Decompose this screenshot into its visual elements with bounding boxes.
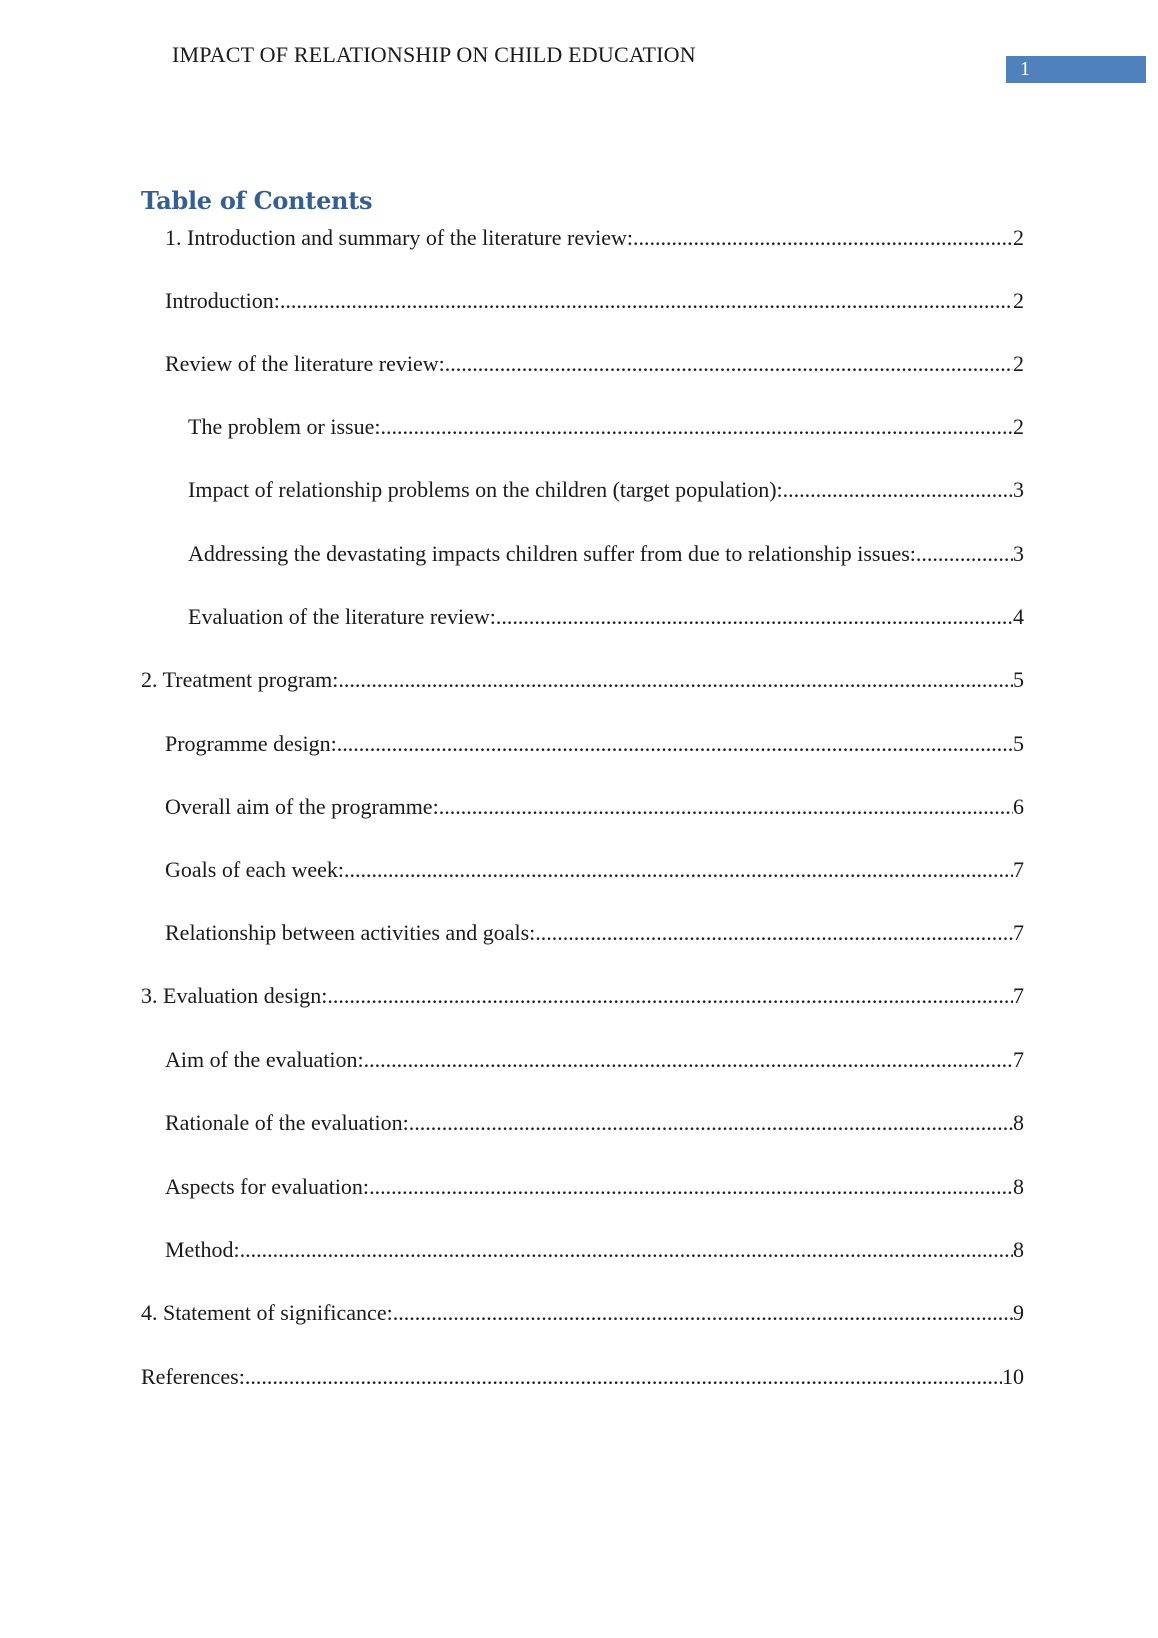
toc-entry-page: 5 bbox=[1013, 731, 1024, 756]
toc-dot-leader bbox=[380, 412, 1013, 442]
toc-entry-activities-and-goals[interactable] bbox=[165, 918, 1024, 948]
page-number-badge: 1 bbox=[1006, 56, 1146, 83]
toc-entry-review-of-literature[interactable] bbox=[165, 349, 1024, 379]
toc-entry-evaluation-of-literature[interactable] bbox=[188, 602, 1024, 632]
toc-dot-leader bbox=[338, 665, 1013, 695]
toc-dot-leader bbox=[496, 602, 1013, 632]
toc-dot-leader bbox=[240, 1235, 1013, 1265]
toc-dot-leader bbox=[633, 223, 1013, 253]
toc-dot-leader bbox=[916, 539, 1013, 569]
toc-entry-title: Rationale of the evaluation: bbox=[165, 1110, 409, 1135]
toc-entry-page: 2 bbox=[1013, 351, 1024, 376]
toc-entry-title: Introduction: bbox=[165, 288, 280, 313]
toc-entry-title: Aim of the evaluation: bbox=[165, 1047, 364, 1072]
toc-dot-leader bbox=[439, 792, 1013, 822]
toc-entry-goals-of-each-week[interactable] bbox=[165, 855, 1024, 885]
toc-entry-title: 2. Treatment program: bbox=[141, 667, 339, 692]
toc-dot-leader bbox=[245, 1362, 1002, 1392]
toc-entry-page: 5 bbox=[1013, 667, 1024, 692]
toc-dot-leader bbox=[535, 918, 1013, 948]
toc-entry-problem-or-issue[interactable] bbox=[188, 412, 1024, 442]
toc-entry-page: 4 bbox=[1013, 604, 1024, 629]
toc-entry-page: 2 bbox=[1013, 225, 1024, 250]
toc-entry-impact-of-relationship-problems[interactable] bbox=[188, 475, 1024, 505]
toc-heading: Table of Contents bbox=[141, 186, 373, 215]
toc-entry-title: Programme design: bbox=[165, 731, 337, 756]
toc-entry-introduction[interactable] bbox=[165, 286, 1024, 316]
toc-entry-title: References: bbox=[141, 1364, 245, 1389]
toc-entry-title: 3. Evaluation design: bbox=[141, 983, 328, 1008]
toc-dot-leader bbox=[783, 475, 1013, 505]
toc-dot-leader bbox=[445, 349, 1013, 379]
toc-entry-rationale-of-evaluation[interactable] bbox=[165, 1108, 1024, 1138]
toc-entry-title: 1. Introduction and summary of the literature review: bbox=[165, 225, 633, 250]
toc-entry-title: 4. Statement of significance: bbox=[141, 1300, 393, 1325]
toc-dot-leader bbox=[327, 981, 1013, 1011]
toc-entry-aim-of-evaluation[interactable] bbox=[165, 1045, 1024, 1075]
toc-entry-page: 7 bbox=[1013, 1047, 1024, 1072]
toc-entry-page: 3 bbox=[1013, 477, 1024, 502]
toc-dot-leader bbox=[337, 729, 1013, 759]
toc-entry-title: The problem or issue: bbox=[188, 414, 381, 439]
toc-entry-aspects-for-evaluation[interactable] bbox=[165, 1172, 1024, 1202]
toc-entry-page: 10 bbox=[1002, 1364, 1024, 1389]
toc-entry-page: 2 bbox=[1013, 414, 1024, 439]
toc-entry-page: 7 bbox=[1013, 920, 1024, 945]
toc-entry-title: Goals of each week: bbox=[165, 857, 344, 882]
running-header: IMPACT OF RELATIONSHIP ON CHILD EDUCATION bbox=[172, 42, 696, 67]
toc-entry-page: 8 bbox=[1013, 1174, 1024, 1199]
toc-entry-method[interactable] bbox=[165, 1235, 1024, 1265]
toc-entry-references[interactable] bbox=[141, 1362, 1024, 1392]
toc-entry-title: Overall aim of the programme: bbox=[165, 794, 439, 819]
toc-entry-title: Aspects for evaluation: bbox=[165, 1174, 370, 1199]
toc-entry-page: 7 bbox=[1013, 857, 1024, 882]
toc-entry-page: 2 bbox=[1013, 288, 1024, 313]
toc-entry-title: Method: bbox=[165, 1237, 240, 1262]
toc-dot-leader bbox=[364, 1045, 1013, 1075]
toc-entry-title: Impact of relationship problems on the children (target population): bbox=[188, 477, 783, 502]
toc-dot-leader bbox=[280, 286, 1013, 316]
toc-entry-evaluation-design[interactable] bbox=[141, 981, 1024, 1011]
toc-dot-leader bbox=[409, 1108, 1013, 1138]
toc-dot-leader bbox=[369, 1172, 1013, 1202]
toc-entry-introduction-and-summary[interactable] bbox=[165, 223, 1024, 253]
toc-entry-page: 8 bbox=[1013, 1110, 1024, 1135]
toc-entry-title: Relationship between activities and goals: bbox=[165, 920, 536, 945]
toc-entry-overall-aim[interactable] bbox=[165, 792, 1024, 822]
toc-entry-title: Addressing the devastating impacts children suffer from due to relationship issues: bbox=[188, 541, 916, 566]
toc-entry-addressing-impacts[interactable] bbox=[188, 539, 1024, 569]
toc-entry-page: 7 bbox=[1013, 983, 1024, 1008]
toc-entry-title: Review of the literature review: bbox=[165, 351, 445, 376]
toc-entry-page: 8 bbox=[1013, 1237, 1024, 1262]
toc-entry-treatment-program[interactable] bbox=[141, 665, 1024, 695]
toc-dot-leader bbox=[344, 855, 1013, 885]
toc-entry-page: 6 bbox=[1013, 794, 1024, 819]
toc-entry-statement-of-significance[interactable] bbox=[141, 1298, 1024, 1328]
toc-dot-leader bbox=[393, 1298, 1013, 1328]
toc-entry-page: 9 bbox=[1013, 1300, 1024, 1325]
toc-entry-programme-design[interactable] bbox=[165, 729, 1024, 759]
toc-entry-title: Evaluation of the literature review: bbox=[188, 604, 496, 629]
toc-entry-page: 3 bbox=[1013, 541, 1024, 566]
